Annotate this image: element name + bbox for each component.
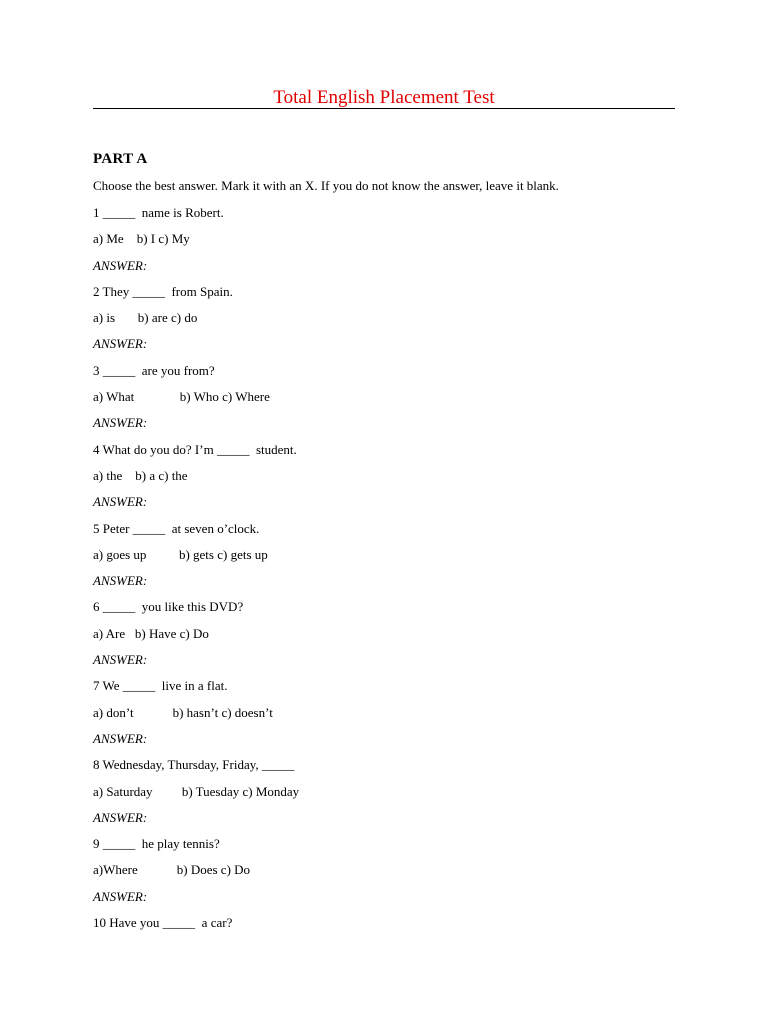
question-item: [93, 756, 693, 835]
option-a[interactable]: a) goes up: [93, 546, 147, 562]
option-c[interactable]: c) Monday: [242, 783, 300, 799]
option-b[interactable]: b) gets: [178, 546, 214, 562]
question-prompt: 4 What do you do? I’m _____ student.: [93, 441, 297, 457]
question-item: [93, 362, 693, 441]
question-options: [93, 388, 693, 414]
answer-label: ANSWER:: [93, 494, 148, 510]
question-prompt: 9 _____ he play tennis?: [93, 836, 220, 852]
question-prompt: 7 We _____ live in a flat.: [93, 678, 228, 694]
option-b[interactable]: b) hasn’t: [172, 704, 219, 720]
option-a[interactable]: a) is: [93, 310, 116, 326]
option-c[interactable]: c) Do: [220, 862, 251, 878]
option-a[interactable]: a) don’t: [93, 704, 134, 720]
option-a[interactable]: a) Saturday: [93, 783, 153, 799]
question-list: [93, 204, 693, 940]
answer-label: ANSWER:: [93, 652, 148, 668]
option-c[interactable]: c) Where: [222, 389, 270, 405]
question-item: [93, 441, 693, 520]
option-a[interactable]: a)Where: [93, 862, 138, 878]
answer-label: ANSWER:: [93, 573, 148, 589]
question-options: [93, 625, 693, 651]
document-title: Total English Placement Test: [273, 87, 495, 108]
question-item: [93, 914, 693, 940]
option-c[interactable]: c) Do: [179, 625, 209, 641]
question-options: [93, 546, 693, 572]
option-b[interactable]: b) Have: [134, 625, 177, 641]
option-b[interactable]: b) Tuesday: [181, 783, 240, 799]
answer-label: ANSWER:: [93, 809, 148, 825]
question-options: [93, 309, 693, 335]
question-options: [93, 704, 693, 730]
question-item: [93, 677, 693, 756]
question-options: [93, 467, 693, 493]
option-a[interactable]: a) the: [93, 467, 123, 483]
option-b[interactable]: b) Does: [176, 862, 218, 878]
answer-label: ANSWER:: [93, 888, 148, 904]
question-prompt: 8 Wednesday, Thursday, Friday, _____: [93, 757, 295, 773]
question-prompt: 1 _____ name is Robert.: [93, 205, 224, 220]
option-a[interactable]: a) What: [93, 389, 135, 405]
question-options: [93, 783, 693, 809]
question-prompt: 5 Peter _____ at seven o’clock.: [93, 520, 260, 536]
answer-label: ANSWER:: [93, 336, 148, 352]
answer-label: ANSWER:: [93, 415, 148, 431]
option-b[interactable]: b) a: [135, 467, 156, 483]
option-b[interactable]: b) I: [136, 231, 156, 247]
option-c[interactable]: c) doesn’t: [221, 704, 273, 720]
option-c[interactable]: c) gets up: [217, 546, 268, 562]
question-prompt: 6 _____ you like this DVD?: [93, 599, 244, 615]
question-prompt: 2 They _____ from Spain.: [93, 283, 233, 299]
question-prompt: 10 Have you _____ a car?: [93, 915, 233, 931]
question-options: [93, 230, 693, 256]
option-a[interactable]: a) Are: [93, 625, 126, 641]
answer-label: ANSWER:: [93, 730, 148, 746]
question-item: [93, 520, 693, 599]
option-c[interactable]: c) do: [170, 310, 198, 326]
instructions-text: Choose the best answer. Mark it with an X. If you do not know the answer, leave it blank.: [93, 178, 559, 193]
question-item: [93, 283, 693, 362]
option-c[interactable]: c) My: [158, 231, 190, 247]
question-item: [93, 598, 693, 677]
option-b[interactable]: b) are: [137, 310, 168, 326]
option-a[interactable]: a) Me: [93, 231, 124, 247]
question-options: [93, 861, 693, 887]
answer-label: ANSWER:: [93, 257, 148, 273]
title-underline: [93, 108, 675, 109]
option-b[interactable]: b) Who: [179, 389, 219, 405]
question-item: [93, 204, 693, 283]
question-item: [93, 835, 693, 914]
option-c[interactable]: c) the: [158, 467, 188, 483]
question-prompt: 3 _____ are you from?: [93, 362, 215, 378]
part-heading: PART A: [93, 151, 148, 167]
